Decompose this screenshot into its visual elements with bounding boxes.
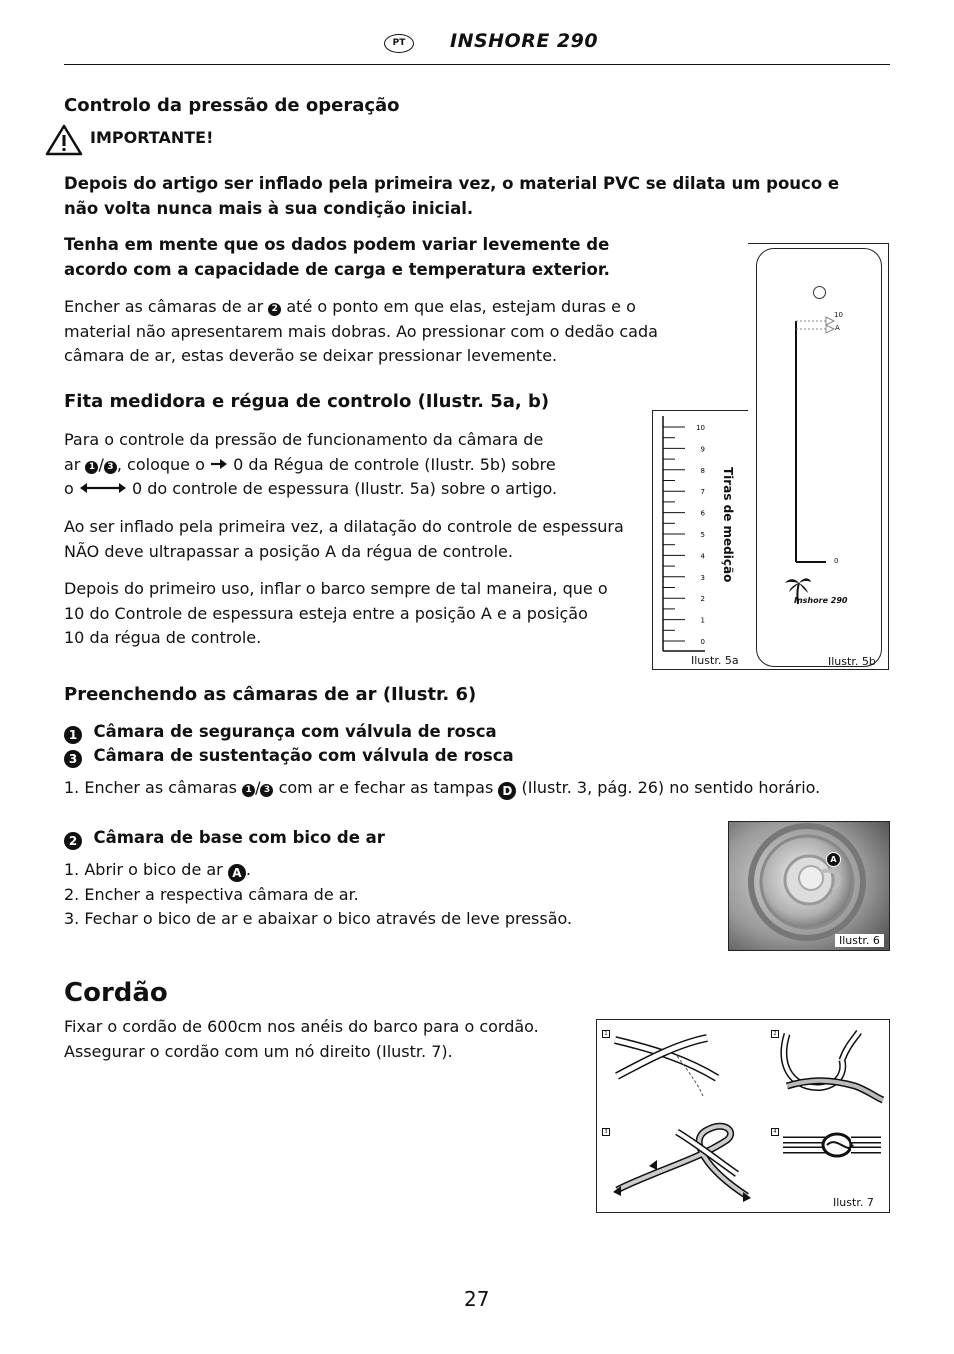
section-title-measure: Fita medidora e régua de controlo (Ilustr. 5a, b) — [64, 391, 550, 412]
strip-tick-label: 6 — [700, 509, 705, 518]
strip-tick-label: 9 — [700, 445, 705, 454]
strip-tick-label: 3 — [700, 573, 705, 582]
illustration-7: 1 2 3 4 Ilustr. 7 — [596, 1019, 890, 1213]
chamber-number-badge: 2 — [268, 303, 281, 316]
double-arrow-icon — [79, 482, 127, 494]
warning-text-2: Tenha em mente que os dados podem variar levemente de acordo com a capacidade de carga e temperatura exterior. — [64, 235, 610, 279]
caption-5a: Ilustr. 5a — [691, 654, 739, 667]
section-title-filling: Preenchendo as câmaras de ar (Ilustr. 6) — [64, 684, 477, 705]
ruler-hole — [813, 286, 826, 299]
arrow-right-icon — [210, 458, 228, 470]
illustration-5a — [652, 410, 750, 670]
paragraph-inflate: Encher as câmaras de ar 2 até o ponto em que elas, estejam duras e o material não apresentarem mais dobras. Ao pressionar com o dedão cada câmara de ar, estas deverão se deixar pressionar levemente. — [64, 297, 658, 365]
caption-6: Ilustr. 6 — [835, 934, 884, 947]
valve-steps: 1. Abrir o bico de ar A . 2. Encher a respectiva câmara de ar. 3. Fechar o bico de ar e abaixar o bico através de leve pressão. — [64, 860, 573, 928]
section-title-cordao: Cordão — [64, 978, 168, 1008]
paragraph-measure-3: Depois do primeiro uso, inflar o barco sempre de tal maneira, que o 10 do Controle de espessura esteja entre a posição A e a posição 10 da régua de controle. — [64, 579, 608, 647]
strip-tick-label: 1 — [700, 616, 705, 625]
strip-tick-label: 8 — [700, 466, 705, 475]
strip-label: Tiras de medição — [721, 467, 735, 583]
strip-tick-label: 10 — [696, 424, 705, 432]
step-fill-chambers: 1. Encher as câmaras 1 / 3 com ar e fechar as tampas D (Ilustr. 3, pág. 26) no sentido horário. — [64, 778, 821, 798]
strip-tick-label: 4 — [700, 552, 705, 561]
strip-tick-label: 2 — [700, 595, 705, 604]
paragraph-measure-2: Ao ser inflado pela primeira vez, a dilatação do controle de espessura NÃO deve ultrapassar a posição A da régua de controle. — [64, 517, 624, 561]
caption-5b: Ilustr. 5b — [828, 655, 876, 668]
illustration-5b: 10 A 0 Inshore 290 Ilustr. 5b — [748, 243, 889, 670]
paragraph-cordao: Fixar o cordão de 600cm nos anéis do barco para o cordão. Assegurar o cordão com um nó direito (Ilustr. 7). — [64, 1017, 539, 1061]
warning-icon — [45, 124, 83, 156]
air-valve-photo — [729, 822, 889, 950]
ruler-marks — [788, 304, 848, 574]
item-support-chamber: 3 Câmara de sustentação com válvula de rosca — [64, 746, 514, 768]
item-safety-chamber: 1 Câmara de segurança com válvula de rosca — [64, 722, 497, 744]
illustration-6 — [728, 821, 890, 951]
header-rule — [64, 64, 890, 65]
product-title: INSHORE 290 — [450, 30, 599, 52]
caption-7: Ilustr. 7 — [833, 1196, 874, 1209]
callout-A: A — [826, 852, 841, 867]
strip-tick-label: 5 — [700, 531, 705, 539]
section-title-pressure: Controlo da pressão de operação — [64, 95, 400, 116]
page-number: 27 — [464, 1287, 490, 1311]
knot-drawings — [597, 1020, 889, 1212]
ruler-logo: Inshore 290 — [794, 596, 848, 605]
warning-text-1: Depois do artigo ser inflado pela primeira vez, o material PVC se dilata um pouco e não volta nunca mais à sua condição inicial. — [64, 174, 840, 218]
item-base-chamber: 2 Câmara de base com bico de ar — [64, 828, 385, 850]
strip-tick-label: 0 — [700, 638, 705, 646]
language-badge: PT — [384, 34, 414, 53]
important-label: IMPORTANTE! — [90, 128, 214, 147]
strip-tick-label: 7 — [700, 488, 705, 497]
paragraph-measure-1: Para o controle da pressão de funcionamento da câmara de ar 1 / 3 , coloque o 0 da Régua de controle (Ilustr. 5b) sobre o 0 do controle de espessura (Ilustr. 5a) sobre o artigo. — [64, 430, 558, 498]
